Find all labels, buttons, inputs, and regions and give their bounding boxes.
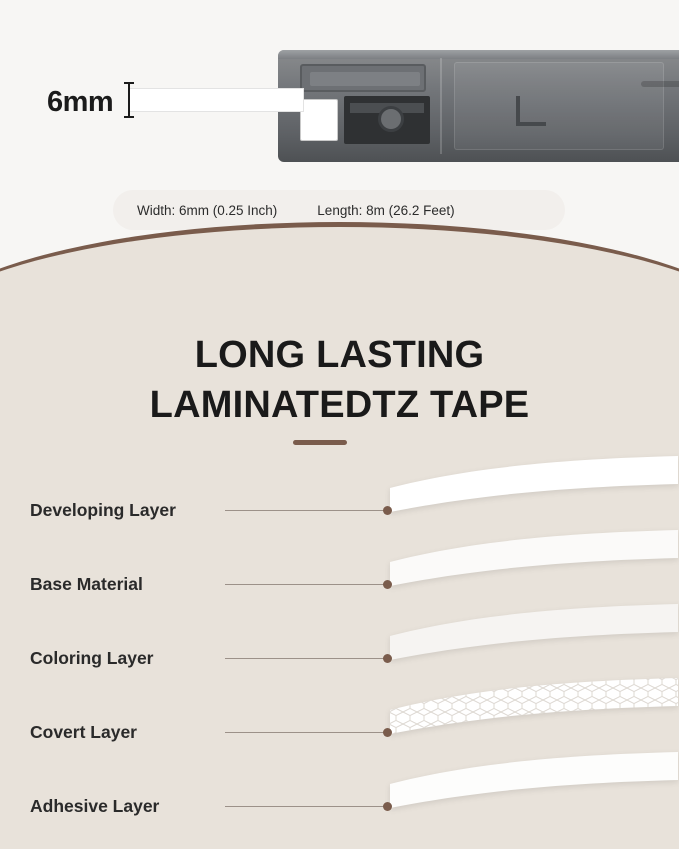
headline-line-1: LONG LASTING [194, 334, 485, 376]
tape-width-label: 6mm [47, 86, 114, 118]
page-title [0, 330, 679, 430]
layer-label: Covert Layer [30, 721, 137, 742]
cartridge-window [300, 64, 426, 92]
leader-line [225, 510, 385, 511]
headline-line-2: LAMINATEDTZ TAPE [149, 384, 530, 427]
layer-label: Coloring Layer [30, 647, 154, 668]
bracket-cap-top [124, 82, 134, 84]
layer-row [0, 640, 679, 676]
tape-strip [128, 88, 304, 112]
lower-section [0, 222, 679, 849]
cartridge-tab [641, 81, 679, 87]
dimension-bracket-icon [124, 82, 133, 118]
layer-row [0, 566, 679, 602]
leader-line [225, 806, 385, 807]
leader-line [225, 658, 385, 659]
layer-label: Base Material [30, 573, 143, 594]
cartridge-back-panel [454, 62, 664, 150]
layer-row [0, 492, 679, 528]
leader-dot [383, 728, 392, 737]
bracket-cap-bottom [124, 116, 134, 118]
spec-width: Width: 6mm (0.25 Inch) [137, 202, 278, 218]
spec-length: Length: 8m (26.2 Feet) [317, 202, 455, 218]
cartridge-ridge [440, 58, 442, 154]
leader-line [225, 732, 385, 733]
layer-label: Adhesive Layer [30, 795, 160, 816]
layer-label: Developing Layer [30, 499, 176, 520]
tape-cartridge-illustration [278, 50, 679, 162]
cartridge-gear-icon [378, 106, 404, 132]
title-divider [293, 440, 347, 445]
leader-dot [383, 580, 392, 589]
cartridge-tape-slot [300, 99, 338, 141]
footer-spacer [0, 809, 679, 849]
leader-line [225, 584, 385, 585]
layer-row [0, 714, 679, 750]
leader-dot [383, 506, 392, 515]
cartridge-top-edge [278, 50, 679, 59]
cartridge-l-marking [516, 96, 546, 126]
layer-callouts [0, 462, 679, 816]
leader-dot [383, 654, 392, 663]
